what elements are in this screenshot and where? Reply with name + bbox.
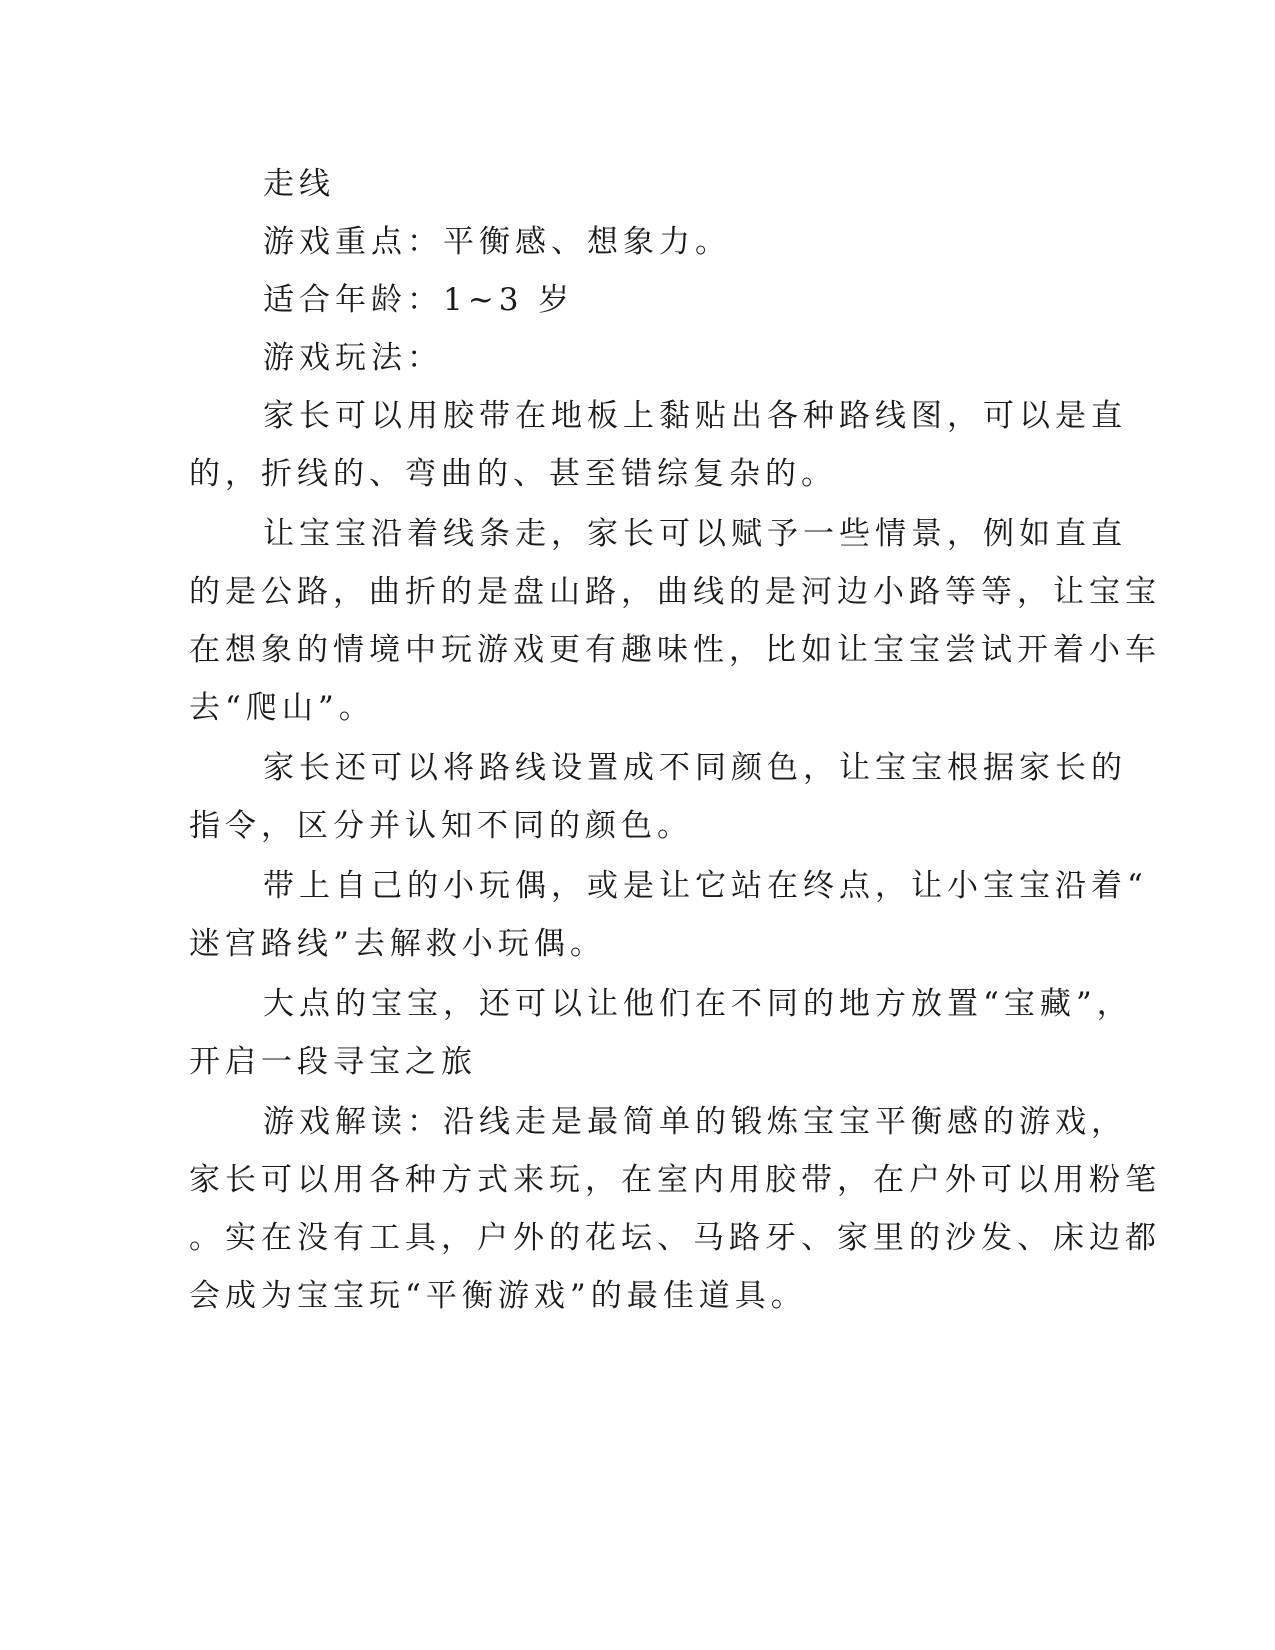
game-focus: 游戏重点：平衡感、想象力。 xyxy=(263,224,731,260)
suitable-age: 适合年龄：1~3 岁 xyxy=(263,282,575,318)
paragraph-line: 大点的宝宝，还可以让他们在不同的地方放置“宝藏”， xyxy=(263,986,1133,1022)
paragraph-line: 开启一段寻宝之旅 xyxy=(189,1044,477,1080)
doc-title: 走线 xyxy=(263,166,335,202)
paragraph-line: 游戏解读：沿线走是最简单的锻炼宝宝平衡感的游戏， xyxy=(263,1104,1127,1140)
paragraph-line: 。实在没有工具，户外的花坛、马路牙、家里的沙发、床边都 xyxy=(189,1220,1161,1256)
paragraph-line: 在想象的情境中玩游戏更有趣味性，比如让宝宝尝试开着小车 xyxy=(189,632,1161,668)
paragraph-line: 去“爬山”。 xyxy=(189,690,375,726)
howto-heading: 游戏玩法： xyxy=(263,340,443,376)
paragraph-line: 的是公路，曲折的是盘山路，曲线的是河边小路等等，让宝宝 xyxy=(189,574,1161,610)
paragraph-line: 家长还可以将路线设置成不同颜色，让宝宝根据家长的 xyxy=(263,750,1127,786)
paragraph-line: 的，折线的、弯曲的、甚至错综复杂的。 xyxy=(189,456,837,492)
paragraph-line: 迷宫路线”去解救小玩偶。 xyxy=(189,926,606,962)
paragraph-line: 指令，区分并认知不同的颜色。 xyxy=(189,808,693,844)
paragraph-line: 会成为宝宝玩“平衡游戏”的最佳道具。 xyxy=(189,1278,807,1314)
paragraph-line: 让宝宝沿着线条走，家长可以赋予一些情景，例如直直 xyxy=(263,516,1127,552)
paragraph-line: 家长可以用各种方式来玩，在室内用胶带，在户外可以用粉笔 xyxy=(189,1162,1161,1198)
paragraph-line: 家长可以用胶带在地板上黏贴出各种路线图，可以是直 xyxy=(263,398,1127,434)
paragraph-line: 带上自己的小玩偶，或是让它站在终点，让小宝宝沿着“ xyxy=(263,868,1148,904)
